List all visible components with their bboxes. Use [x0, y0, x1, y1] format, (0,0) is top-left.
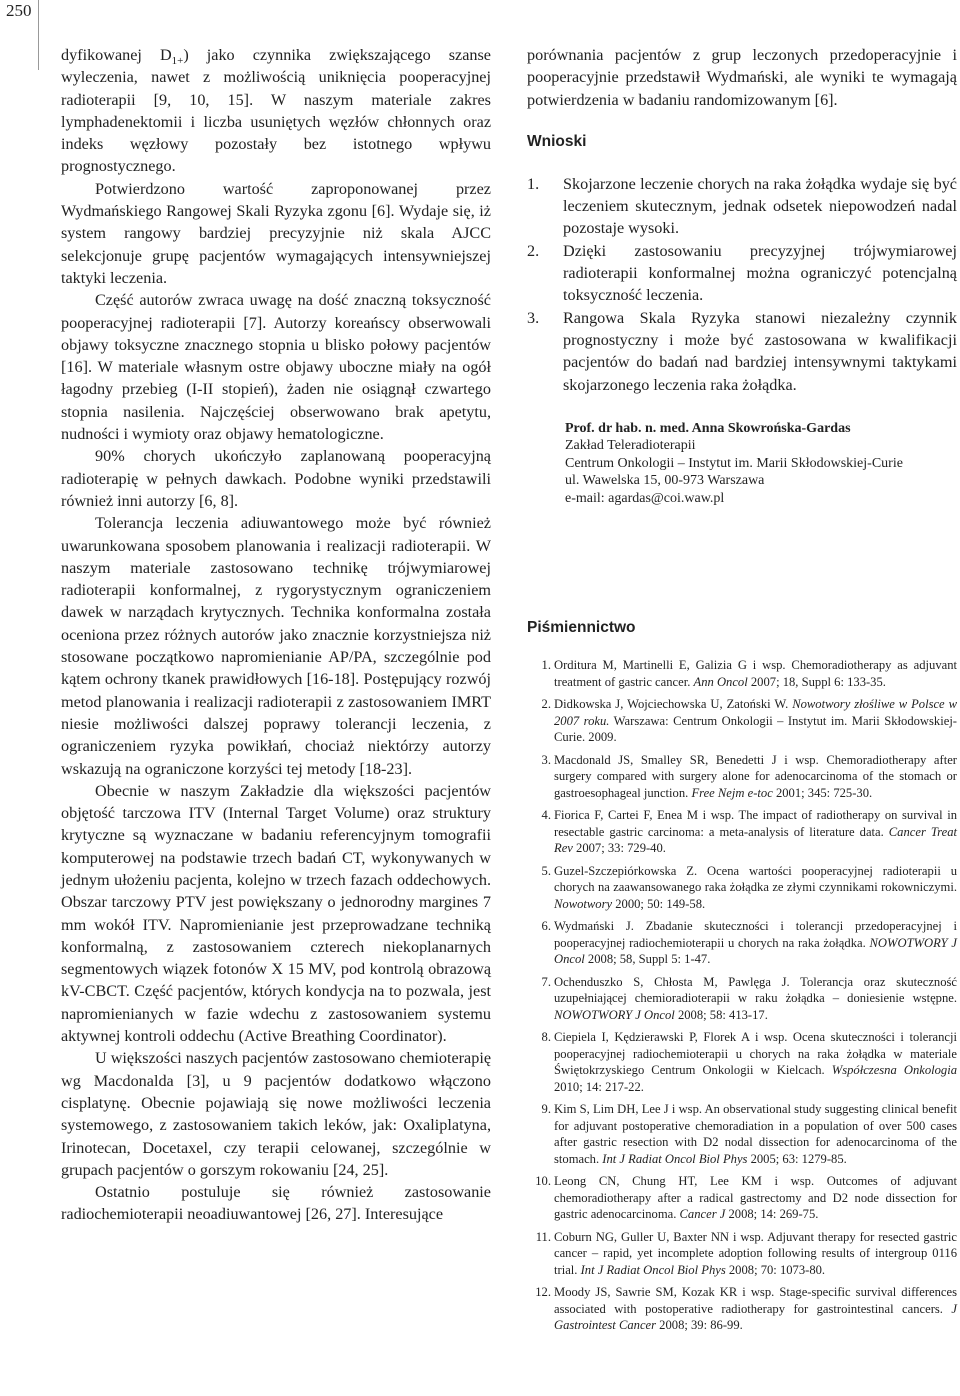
- reference-text: [554, 974, 957, 1024]
- text-run: 2007; 33: 729-40.: [572, 841, 666, 856]
- text-run: Didkowska J, Wojciechowska U, Zatoński W.: [554, 697, 793, 712]
- text-run: Kim S, Lim DH, Lee J i wsp. An observational study suggesting clinical benefit for adjuvant postoperative chemoradiation in a population of over 500 cases after gastric resection with D2 nodal dissection for adenocarcinoma of the stomach.: [554, 1102, 957, 1166]
- text-run: 2007; 18, Suppl 6: 133-35.: [747, 674, 886, 689]
- text-run: 2008; 14: 269-75.: [725, 1207, 819, 1222]
- text-run: Macdonald JS, Smalley SR, Benedetti J i wsp. Chemoradiotherapy after surgery compared with surgery alone for adenocarcinoma of the stomach or gastroesophageal junction.: [554, 752, 957, 800]
- reference-item: [527, 657, 957, 690]
- journal-name: Int J Radiat Oncol Biol Phys: [580, 1262, 726, 1277]
- text-run: 2001; 345: 725-30.: [772, 785, 873, 800]
- text-run: Leong CN, Chung HT, Lee KM i wsp. Outcomes of adjuvant chemoradiotherapy after a radical gastrectomy and D2 node dissection for gastric adenocarcinoma.: [554, 1174, 957, 1222]
- text-run: 2005; 63: 1279-85.: [747, 1151, 847, 1166]
- reference-number: 7.: [541, 974, 551, 989]
- reference-number: 2.: [541, 697, 551, 712]
- text-run: Wydmański J. Zbadanie skuteczności i tolerancji przedoperacyjnej i pooperacyjnej radiochemioterapii u chorych na raka żołądka.: [554, 919, 957, 950]
- reference-text: [554, 657, 957, 690]
- text-run: 2010; 14: 217-22.: [554, 1079, 644, 1094]
- paragraph: Ostatnio postuluje się również zastosowanie radiochemioterapii neoadiuwantowej [26, 27]. Interesujące: [61, 1183, 491, 1224]
- item-number: 1.: [527, 174, 540, 193]
- text-run: 2008; 58: 413-17.: [674, 1007, 768, 1022]
- page-number: 250: [6, 1, 32, 20]
- reference-number: 11.: [535, 1229, 551, 1244]
- conclusions-heading: Wnioski: [527, 132, 587, 150]
- reference-number: 10.: [535, 1174, 551, 1189]
- reference-item: [527, 918, 957, 968]
- reference-number: 8.: [541, 1030, 551, 1045]
- journal-name: J Gastrointest Cancer: [554, 1301, 957, 1333]
- text-run: Moody JS, Sawrie SM, Kozak KR i wsp. Stage-specific survival differences associated with postoperative radiotherapy for gastrointestinal cancers.: [554, 1285, 957, 1316]
- text-run: Ochenduszko S, Chłosta M, Pawlęga J. Tolerancja oraz skuteczność uzupełniającej chemioradioterapii w raku żołądka – doniesienie wstępne.: [554, 974, 957, 1006]
- item-text: Dzięki zastosowaniu precyzyjnej trójwymiarowej radioterapii konformalnej można ograniczyć potencjalną toksyczność leczenia.: [563, 241, 957, 305]
- journal-name: Free Nejm e-toc: [691, 785, 773, 800]
- paragraph: Obecnie w naszym Zakładzie dla większości pacjentów objętość tarczowa ITV (Internal Target Volume) oraz struktury krytyczne są wyznaczane w badaniu referencyjnym tomografii komputerowej na podstawie trzech badań CT, wykonywanych w jednym ułożeniu pacjenta, kolejno w trzech fazach oddechowych. Obszar tarczowy PTV jest powiększany o jednorodny margines 7 mm wokół ITV. Napromienianie jest przeprowadzane techniką konformalną, z zastosowaniem czterech niekoplanarnych segmentowych wiązek fotonów X 15 MV, pod kontrolą obrazową kV-CBCT. Część pacjentów, których kondycja na to pozwala, jest napromienianych w fazie wdechu z zastosowaniem systemu aktywnej kontroli oddechu (Active Breathing Coordinator).: [61, 781, 491, 1046]
- reference-item: [527, 1229, 957, 1279]
- paragraph: Potwierdzono wartość zaproponowanej przez Wydmańskiego Rangowej Skali Ryzyka zgonu [6]. Wydaje się, iż system rangowy bardziej precyzyjnie niż skala AJCC selekcjonuje grupę pacjentów wymagających intensywniejszej taktyki leczenia.: [61, 179, 491, 287]
- journal-name: Współczesna Onkologia: [831, 1063, 958, 1078]
- reference-text: [554, 1101, 957, 1167]
- item-number: 3.: [527, 308, 540, 327]
- text-run: Warszawa: Centrum Onkologii – Instytut im. Marii Skłodowskiej-Curie. 2009.: [554, 713, 958, 745]
- text-run: 2008; 39: 86-99.: [656, 1318, 743, 1333]
- journal-name: Cancer J: [679, 1207, 726, 1222]
- paragraph: U większości naszych pacjentów zastosowano chemioterapię wg Macdonalda [3], u 9 pacjentów dodatkowo włączono cisplatynę. Obecnie pojawiają się nowe możliwości leczenia systemowego, z zastosowaniem takich leków, jak: Oxaliplatyna, Irinotecan, Docetaxel, czy terapii celowanej, szczególnie w grupach pacjentów o gorszym rokowaniu [24, 25].: [61, 1049, 492, 1179]
- text-run: Orditura M, Martinelli E, Galizia G i wsp. Chemoradiotherapy as adjuvant treatment of gastric cancer.: [554, 658, 957, 689]
- text-run: Coburn NG, Guller U, Baxter NN i wsp. Adjuvant therapy for resected gastric cancer – rapid, yet incomplete adoption following results of intergroup 0116 trial.: [554, 1229, 957, 1277]
- right-column: [527, 44, 957, 1340]
- reference-text: [554, 1229, 957, 1279]
- journal-name: Nowotwory: [554, 896, 613, 911]
- text-run: Guzel-Szczepiórkowska Z. Ocena wartości pooperacyjnej radioterapii u chorych na zaawansowanego raka żołądka ze złymi czynnikami rokowniczymi.: [554, 863, 957, 895]
- reference-number: 9.: [541, 1102, 551, 1117]
- reference-number: 3.: [541, 752, 551, 767]
- paragraph: Część autorów zwraca uwagę na dość znaczną toksyczność pooperacyjnej radioterapii [7]. Autorzy koreańscy obserwowali objawy toksyczne znacznego stopnia u blisko połowy pacjentów [16]. W materiale własnym ostre objawy uboczne miały na ogół łagodny przebieg (I-II stopień), żaden nie osiągnął czwartego stopnia nasilenia. Najczęściej obserwowano brak apetytu, nudności i wymioty oraz objawy hematologiczne.: [61, 291, 491, 444]
- paragraph: porównania pacjentów z grup leczonych przedoperacyjnie i pooperacyjnie przedstawił Wydmański, ale wyniki te wymagają potwierdzenia w badaniu randomizowanym [6].: [527, 46, 957, 109]
- left-column: [61, 44, 491, 1226]
- journal-name: Nowotwory złośliwe w Polsce w 2007 roku.: [554, 697, 957, 728]
- reference-text: [554, 1173, 957, 1223]
- email-address: e-mail: agardas@coi.waw.pl: [565, 490, 725, 506]
- reference-item: [527, 807, 957, 857]
- paragraph: [61, 44, 491, 178]
- reference-text: [554, 752, 957, 802]
- item-text: Rangowa Skala Ryzyka stanowi niezależny czynnik prognostyczny i może być zastosowana w kwalifikacji pacjentów do badań nad bardziej intensywnymi taktykami skojarzonego leczenia raka żołądka.: [563, 308, 957, 394]
- text-run: 2000; 50: 149-58.: [612, 896, 706, 911]
- reference-text: [554, 918, 957, 968]
- text-run: Ciepiela I, Kędzierawski P, Florek A i wsp. Ocena skuteczności i tolerancji pooperacyjnej radiochemioterapii u chorych na raka żołądka w materiale Świętokrzyskiego Centrum Onkologii w Kielcach.: [554, 1030, 957, 1078]
- paragraph: Tolerancja leczenia adiuwantowego może być również uwarunkowana sposobem planowania i realizacji radioterapii. W naszym materiale zastosowano technikę trójwymiarowej radioterapii konformalnej, z rygorystycznym ograniczeniem dawek w narządach krytycznych. Technika konformalna została oceniona przez różnych autorów jako znacznie korzystniejsza niż stosowane początkowo napromienianie AP/PA, szczególnie pod kątem ochrony tkanek prawidłowych [16-18]. Postępujący rozwój metod planowania i realizacji radioterapii z zastosowaniem IMRT niesie możliwości dalszej poprawy tolerancji leczenia, z ograniczeniem ryzyka powikłań, chociaż niektórzy autorzy wskazują na ograniczone korzyści tej metody [18-23].: [61, 514, 491, 778]
- reference-number: 1.: [541, 658, 551, 673]
- text-run: Fiorica F, Cartei F, Enea M i wsp. The impact of radiotherapy on survival in resectable gastric carcinoma: a meta-analysis of literature data.: [554, 808, 957, 839]
- text-run: 2008; 70: 1073-80.: [725, 1262, 826, 1277]
- journal-name: NOWOTWORY J Oncol: [554, 935, 957, 967]
- list-item: [527, 240, 957, 307]
- list-item: [527, 173, 957, 240]
- journal-name: Cancer Treat Rev: [554, 824, 957, 856]
- reference-text: [554, 863, 957, 913]
- references-list: [527, 657, 957, 1334]
- journal-name: Int J Radiat Oncol Biol Phys: [602, 1151, 748, 1166]
- address-line: Centrum Onkologii – Instytut im. Marii Skłodowskiej-Curie: [565, 455, 903, 471]
- margin-divider: [38, 0, 39, 70]
- reference-text: [554, 696, 957, 746]
- list-item: [527, 307, 957, 396]
- reference-text: [554, 1029, 957, 1095]
- reference-text: [554, 807, 957, 857]
- item-text: Skojarzone leczenie chorych na raka żołądka wydaje się być leczeniem skutecznym, jednak odsetek niepowodzeń nadal pozostaje wysoki.: [563, 174, 957, 238]
- reference-number: 4.: [541, 808, 551, 823]
- reference-item: [527, 1101, 957, 1167]
- address-line: Zakład Teleradioterapii: [565, 438, 696, 454]
- correspondence-address: [527, 420, 957, 508]
- text-run: ) jako czynnika zwiększającego szanse wyleczenia, nawet z możliwością uniknięcia pooperacyjnej radioterapii [9, 10, 15]. W naszym materiale zakres lymphadenektomii i liczba usuniętych węzłów chłonnych oraz indeks węzłowy pozostały bez istotnego wpływu prognostycznego.: [61, 46, 491, 176]
- reference-item: [527, 1029, 957, 1095]
- journal-name: Ann Oncol: [693, 674, 748, 689]
- reference-item: [527, 1173, 957, 1223]
- reference-item: [527, 974, 957, 1024]
- reference-text: [554, 1284, 957, 1334]
- reference-item: [527, 1284, 957, 1334]
- text-run: 2008; 58, Suppl 5: 1-47.: [584, 952, 711, 967]
- reference-number: 12.: [535, 1285, 551, 1300]
- reference-number: 5.: [541, 863, 551, 878]
- text-run: dyfikowanej D: [61, 46, 172, 64]
- reference-number: 6.: [541, 919, 551, 934]
- author-name: Prof. dr hab. n. med. Anna Skowrońska-Gardas: [565, 420, 851, 436]
- subscript: 1+: [171, 55, 184, 68]
- reference-item: [527, 863, 957, 913]
- item-number: 2.: [527, 241, 540, 260]
- journal-name: NOWOTWORY J Oncol: [554, 1007, 675, 1022]
- conclusions-list: [527, 173, 957, 396]
- address-line: ul. Wawelska 15, 00-973 Warszawa: [565, 473, 765, 489]
- reference-item: [527, 696, 957, 746]
- paragraph: 90% chorych ukończyło zaplanowaną pooperacyjną radioterapię w pełnych dawkach. Podobne wyniki przedstawili również inni autorzy [6, 8].: [61, 447, 491, 510]
- reference-item: [527, 752, 957, 802]
- references-heading: Piśmiennictwo: [527, 619, 636, 637]
